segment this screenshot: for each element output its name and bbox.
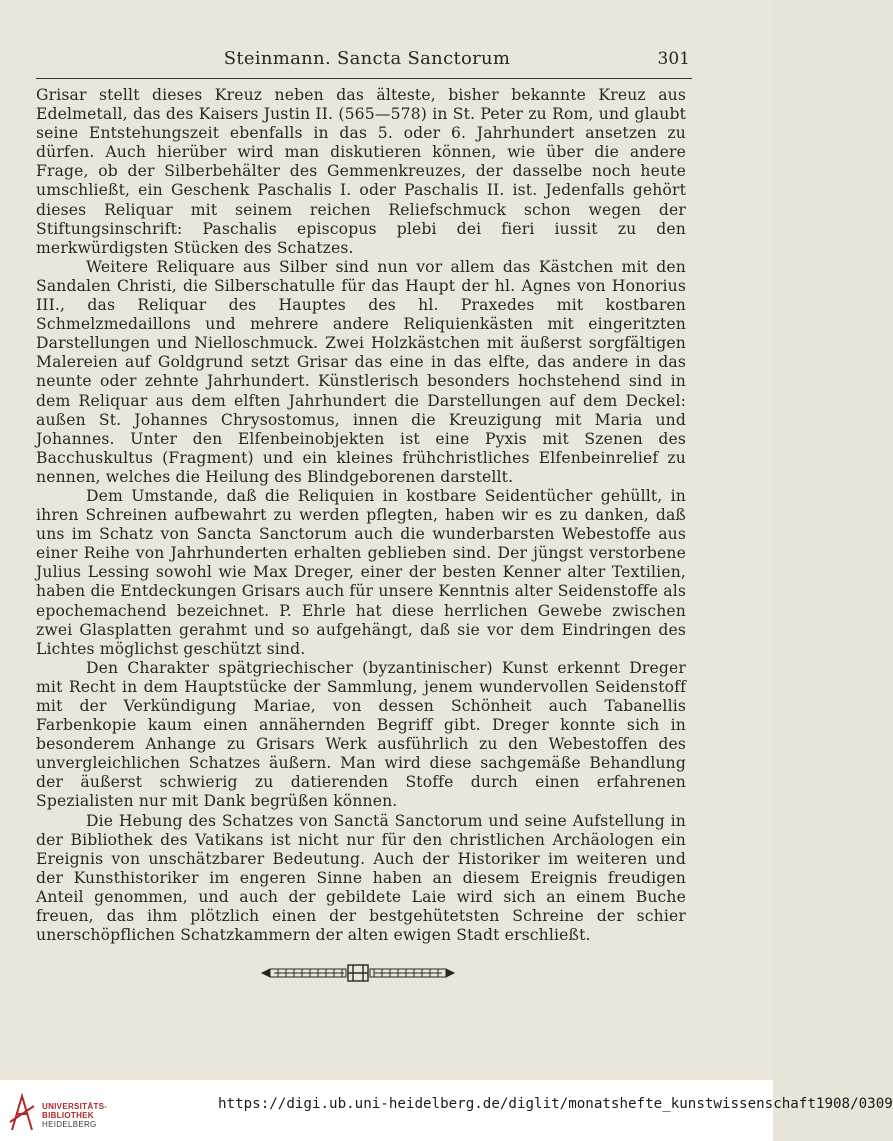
paragraph: Den Charakter spätgriechischer (byzantinischer) Kunst erkennt Dreger mit Recht in dem Hauptstücke der Sammlung, jenem wundervollen Seidenstoff mit der Verkündigung Mariae, von dessen Schönheit auch Tabanellis Farbenkopie kaum einen annähernden Begriff gibt. Dreger konnte sich in besonderem Anhange zu Grisars Werk ausführlich zu den Webestoffen des unvergleichlichen Schatzes äußern. Man wird diese sachgemäße Behandlung der äußerst schwierig zu datierenden Stoffe durch einen erfahrenen Spezialisten nur mit Dank begrüßen können. xyxy=(36,658,686,811)
page-number: 301 xyxy=(657,49,690,69)
running-title: Steinmann. Sancta Sanctorum xyxy=(223,48,511,69)
library-name xyxy=(42,1102,107,1129)
library-name-line3: HEIDELBERG xyxy=(42,1120,97,1129)
paragraph: Weitere Reliquare aus Silber sind nun vor allem das Kästchen mit den Sandalen Christi, die Silberschatulle für das Haupt der hl. Agnes von Honorius III., das Reliquar des Hauptes des hl. Praxedes mit kostbaren Schmelzmedaillons und mehrere andere Reliquienkästen mit eingeritzten Darstellungen und Nielloschmuck. Zwei Holzkästchen mit äußerst sorgfältigen Malereien auf Goldgrund setzt Grisar das eine in das elfte, das andere in das neunte oder zehnte Jahrhundert. Künstlerisch besonders hochstehend sind in dem Reliquar aus dem elften Jahrhundert die Darstellungen auf dem Deckel: außen St. Johannes Chrysostomus, innen die Kreuzigung mit Maria und Johannes. Unter den Elfenbeinobjekten ist eine Pyxis mit Szenen des Bacchuskultus (Fragment) und ein kleines frühchristliches Elfenbeinrelief zu nennen, welches die Heilung des Blindgeborenen darstellt. xyxy=(36,257,686,486)
footer-bar xyxy=(0,1080,893,1141)
source-url-link[interactable]: https://digi.ub.uni-heidelberg.de/diglit/monatshefte_kunstwissenschaft1908/0309 xyxy=(218,1096,893,1112)
paragraph: Grisar stellt dieses Kreuz neben das älteste, bisher bekannte Kreuz aus Edelmetall, das des Kaisers Justin II. (565—578) in St. Peter zu Rom, und glaubt seine Entstehungszeit ebenfalls in das 5. oder 6. Jahrhundert ansetzen zu dürfen. Auch hierüber wird man diskutieren können, wie über die andere Frage, ob der Silberbehälter des Gemmenkreuzes, der dasselbe noch heute umschließt, ein Geschenk Paschalis I. oder Paschalis II. ist. Jedenfalls gehört dieses Reliquar mit seinem reichen Reliefschmuck schon wegen der Stiftungsinschrift: Paschalis episcopus plebi dei fieri iussit zu den merkwürdigsten Stücken des Schatzes. xyxy=(36,86,686,257)
running-head xyxy=(36,48,698,74)
header-rule xyxy=(36,78,692,79)
ornament-divider xyxy=(260,964,456,982)
library-name-line1: UNIVERSITÄTS- xyxy=(42,1102,108,1111)
library-name-line2: BIBLIOTHEK xyxy=(42,1111,94,1120)
paragraph: Die Hebung des Schatzes von Sanctä Sanctorum und seine Aufstellung in der Bibliothek des Vatikans ist nicht nur für den christlichen Archäologen ein Ereignis von unschätzbarer Bedeutung. Auch der Historiker im weiteren und der Kunsthistoriker im engeren Sinne haben an diesem Ereignis freudigen Anteil genommen, und auch der gebildete Laie wird sich an einem Buche freuen, das ihm plötzlich einen der bestgehütetsten Schreine der schier unerschöpflichen Schatzkammern der alten ewigen Stadt erschließt. xyxy=(36,811,686,945)
paragraph: Dem Umstande, daß die Reliquien in kostbare Seidentücher gehüllt, in ihren Schreinen aufbewahrt zu werden pflegten, haben wir es zu danken, daß uns im Schatz von Sancta Sanctorum auch die wunderbarsten Webestoffe aus einer Reihe von Jahrhunderten erhalten geblieben sind. Der jüngst verstorbene Julius Lessing sowohl wie Max Dreger, einer der besten Kenner alter Textilien, haben die Entdeckungen Grisars auch für unsere Kenntnis alter Seidenstoffe als epochemachend bezeichnet. P. Ehrle hat diese herrlichen Gewebe zwischen zwei Glasplatten gerahmt und so aufgehängt, daß sie vor dem Eindringen des Lichtes möglichst geschützt sind. xyxy=(36,486,686,658)
body-text xyxy=(36,86,686,945)
library-logo-icon xyxy=(8,1092,36,1132)
